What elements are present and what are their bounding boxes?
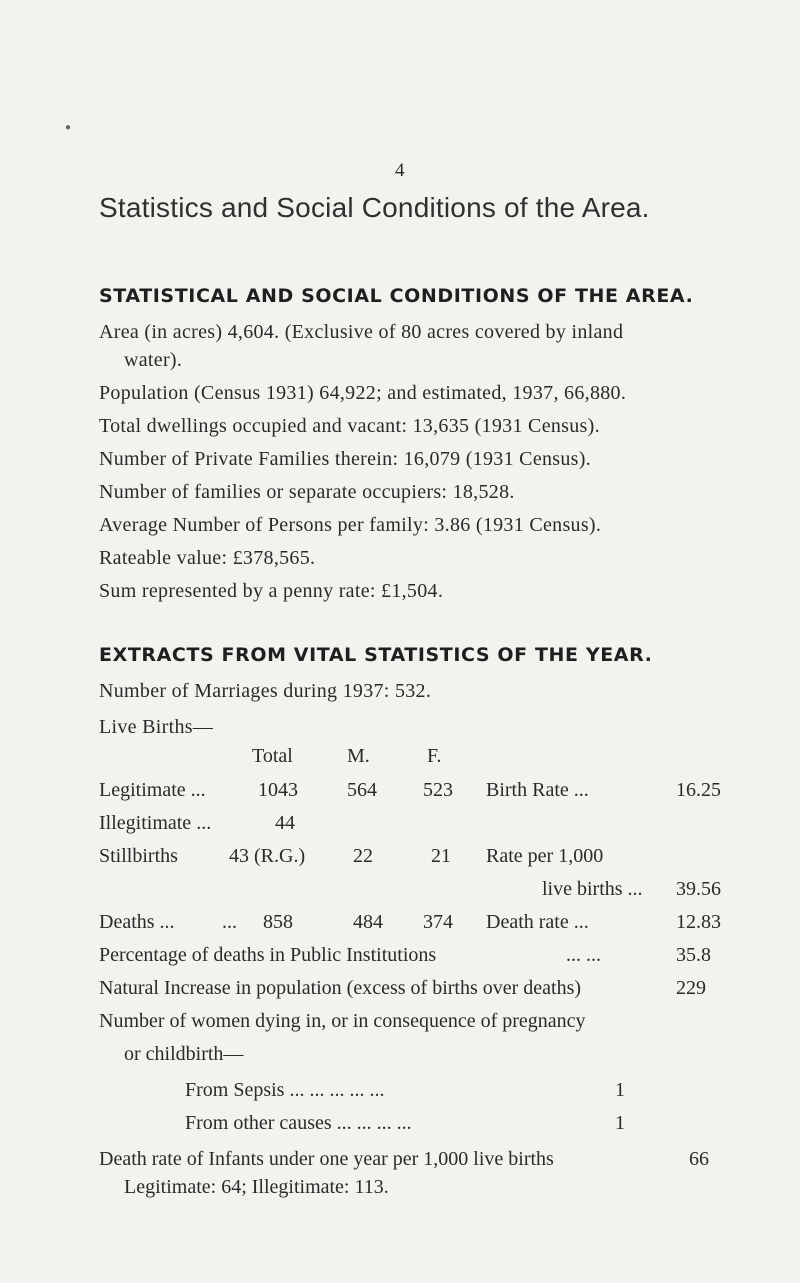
page-number: 4 xyxy=(395,160,405,181)
natural-increase-label: Natural Increase in population (excess of births over deaths) xyxy=(99,977,582,999)
deaths-dots: ... xyxy=(222,911,237,933)
stillbirth-rate-label-continued: live births ... xyxy=(542,878,643,900)
page-speck: ● xyxy=(65,122,72,133)
page-title: Statistics and Social Conditions of the Area. xyxy=(99,192,650,223)
stillbirth-rate-value: 39.56 xyxy=(676,878,721,900)
column-header-total: Total xyxy=(252,745,293,767)
row-label-stillbirths: Stillbirths xyxy=(99,845,178,867)
death-rate-value: 12.83 xyxy=(676,911,721,933)
stillbirths-male: 22 xyxy=(353,845,373,867)
birth-rate-label: Birth Rate ... xyxy=(486,779,589,801)
legitimate-male: 564 xyxy=(347,779,377,801)
deaths-male: 484 xyxy=(353,911,383,933)
stillbirths-female: 21 xyxy=(431,845,451,867)
illegitimate-total: 44 xyxy=(275,812,295,834)
other-causes-label: From other causes ... ... ... ... xyxy=(185,1112,412,1134)
dwellings-line: Total dwellings occupied and vacant: 13,635 (1931 Census). xyxy=(99,415,600,437)
maternal-deaths-line: Number of women dying in, or in consequence of pregnancy xyxy=(99,1010,586,1032)
column-header-female: F. xyxy=(427,745,442,767)
row-label-illegitimate: Illegitimate ... xyxy=(99,812,212,834)
public-institutions-dots: ... ... xyxy=(566,944,601,966)
private-families-line: Number of Private Families therein: 16,079 (1931 Census). xyxy=(99,448,592,470)
stillbirths-total: 43 (R.G.) xyxy=(229,845,306,867)
public-institutions-value: 35.8 xyxy=(676,944,711,966)
section-heading-vital: EXTRACTS FROM VITAL STATISTICS OF THE YEAR. xyxy=(99,644,653,666)
death-rate-label: Death rate ... xyxy=(486,911,589,933)
occupiers-line: Number of families or separate occupiers: 18,528. xyxy=(99,481,515,503)
sepsis-value: 1 xyxy=(615,1079,625,1101)
maternal-deaths-line-continued: or childbirth— xyxy=(124,1043,244,1065)
legitimate-total: 1043 xyxy=(258,779,298,801)
population-line: Population (Census 1931) 64,922; and estimated, 1937, 66,880. xyxy=(99,382,627,404)
sepsis-label: From Sepsis ... ... ... ... ... xyxy=(185,1079,385,1101)
infant-death-rate-value: 66 xyxy=(689,1148,709,1170)
stillbirth-rate-label: Rate per 1,000 xyxy=(486,845,604,867)
deaths-total: 858 xyxy=(263,911,293,933)
area-line-continued: water). xyxy=(124,349,183,371)
rateable-value-line: Rateable value: £378,565. xyxy=(99,547,316,569)
legitimate-female: 523 xyxy=(423,779,453,801)
infant-death-rate-line: Death rate of Infants under one year per 1,000 live births xyxy=(99,1148,554,1170)
area-line: Area (in acres) 4,604. (Exclusive of 80 acres covered by inland xyxy=(99,321,624,343)
penny-rate-line: Sum represented by a penny rate: £1,504. xyxy=(99,580,444,602)
natural-increase-value: 229 xyxy=(676,977,706,999)
infant-breakdown: Legitimate: 64; Illegitimate: 113. xyxy=(124,1176,389,1198)
row-label-deaths: Deaths ... xyxy=(99,911,175,933)
row-label-legitimate: Legitimate ... xyxy=(99,779,206,801)
average-persons-line: Average Number of Persons per family: 3.86 (1931 Census). xyxy=(99,514,602,536)
birth-rate-value: 16.25 xyxy=(676,779,721,801)
public-institutions-label: Percentage of deaths in Public Institutions xyxy=(99,944,437,966)
marriages-line: Number of Marriages during 1937: 532. xyxy=(99,680,432,702)
deaths-female: 374 xyxy=(423,911,453,933)
section-heading-statistical: STATISTICAL AND SOCIAL CONDITIONS OF THE AREA. xyxy=(99,285,694,307)
other-causes-value: 1 xyxy=(615,1112,625,1134)
column-header-male: M. xyxy=(347,745,370,767)
live-births-label: Live Births— xyxy=(99,716,214,738)
